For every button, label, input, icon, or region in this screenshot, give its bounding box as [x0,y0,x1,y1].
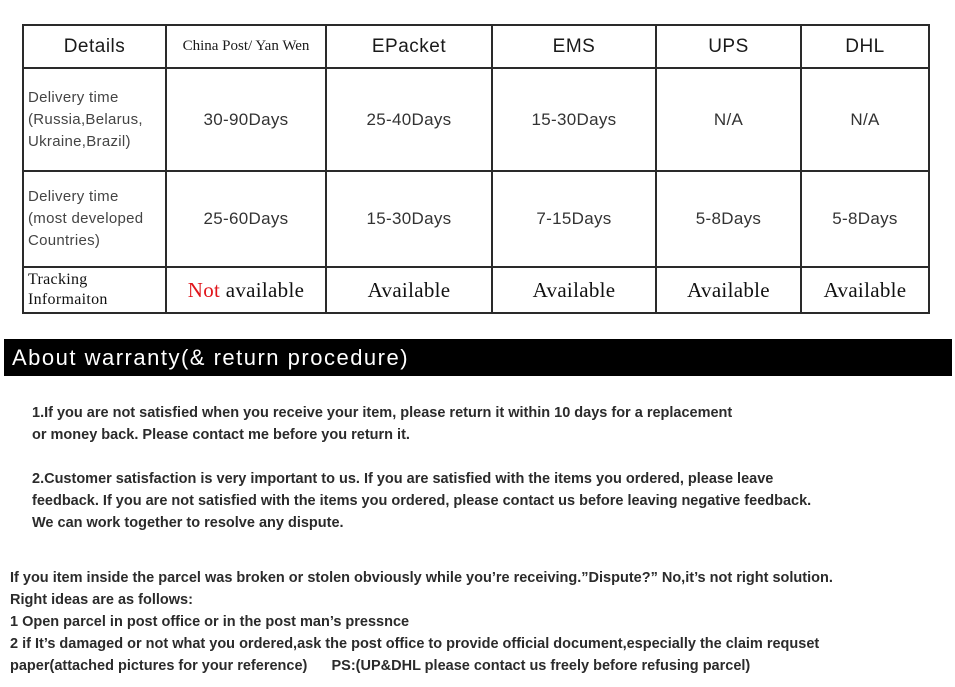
table-row [23,171,929,267]
header-epacket: EPacket [326,25,492,68]
row-label: Delivery time (Russia,Belarus, Ukraine,Brazil) [23,68,166,171]
table-cell: N/A [801,68,929,171]
not-text: Not [187,277,221,302]
table-cell: 7-15Days [492,171,656,267]
header-china-post: China Post/ Yan Wen [166,25,326,68]
row-label: Delivery time (most developed Countries) [23,171,166,267]
table-cell: 15-30Days [326,171,492,267]
table-cell: Available [492,267,656,313]
table-row [23,267,929,313]
shipping-comparison-table [22,24,930,314]
table-cell: 5-8Days [656,171,801,267]
table-cell: 25-40Days [326,68,492,171]
table-cell: Available [656,267,801,313]
table-cell: 15-30Days [492,68,656,171]
table-cell: 25-60Days [166,171,326,267]
table-cell: Available [326,267,492,313]
row-label: Tracking Informaiton [23,267,166,313]
paragraph-satisfaction: 2.Customer satisfaction is very important to us. If you are satisfied with the items you ordered, please leave feedback. If you are not satisfied with the items you ordered, please contact us before leaving negative feedback. We can work together to resolve any dispute. [32,471,812,531]
table-cell: N/A [656,68,801,171]
table-cell: 30-90Days [166,68,326,171]
available-text: available [220,277,305,302]
header-ups: UPS [656,25,801,68]
header-dhl: DHL [801,25,929,68]
warranty-banner: About warranty(& return procedure) [4,339,952,376]
header-details: Details [23,25,166,68]
table-cell: Available [801,267,929,313]
table-cell: 5-8Days [801,171,929,267]
header-ems: EMS [492,25,656,68]
paragraph-return-policy: 1.If you are not satisfied when you receive your item, please return it within 10 days for a replacement or money back. Please contact me before you return it. [32,405,733,443]
paragraph-dispute: If you item inside the parcel was broken or stolen obviously while you’re receiving.”Dispute?” No,it’s not right solution. Right ideas are as follows: 1 Open parcel in post office or in the post man’s pressnce 2 if It’s damaged or not what you ordered,ask the post office to provide official document,especially the claim requset paper(attached pictures for your reference) PS:(UP&DHL please contact us freely before refusing parcel) [10,570,833,674]
table-row [23,68,929,171]
table-cell [166,267,326,313]
table-header-row [23,25,929,68]
